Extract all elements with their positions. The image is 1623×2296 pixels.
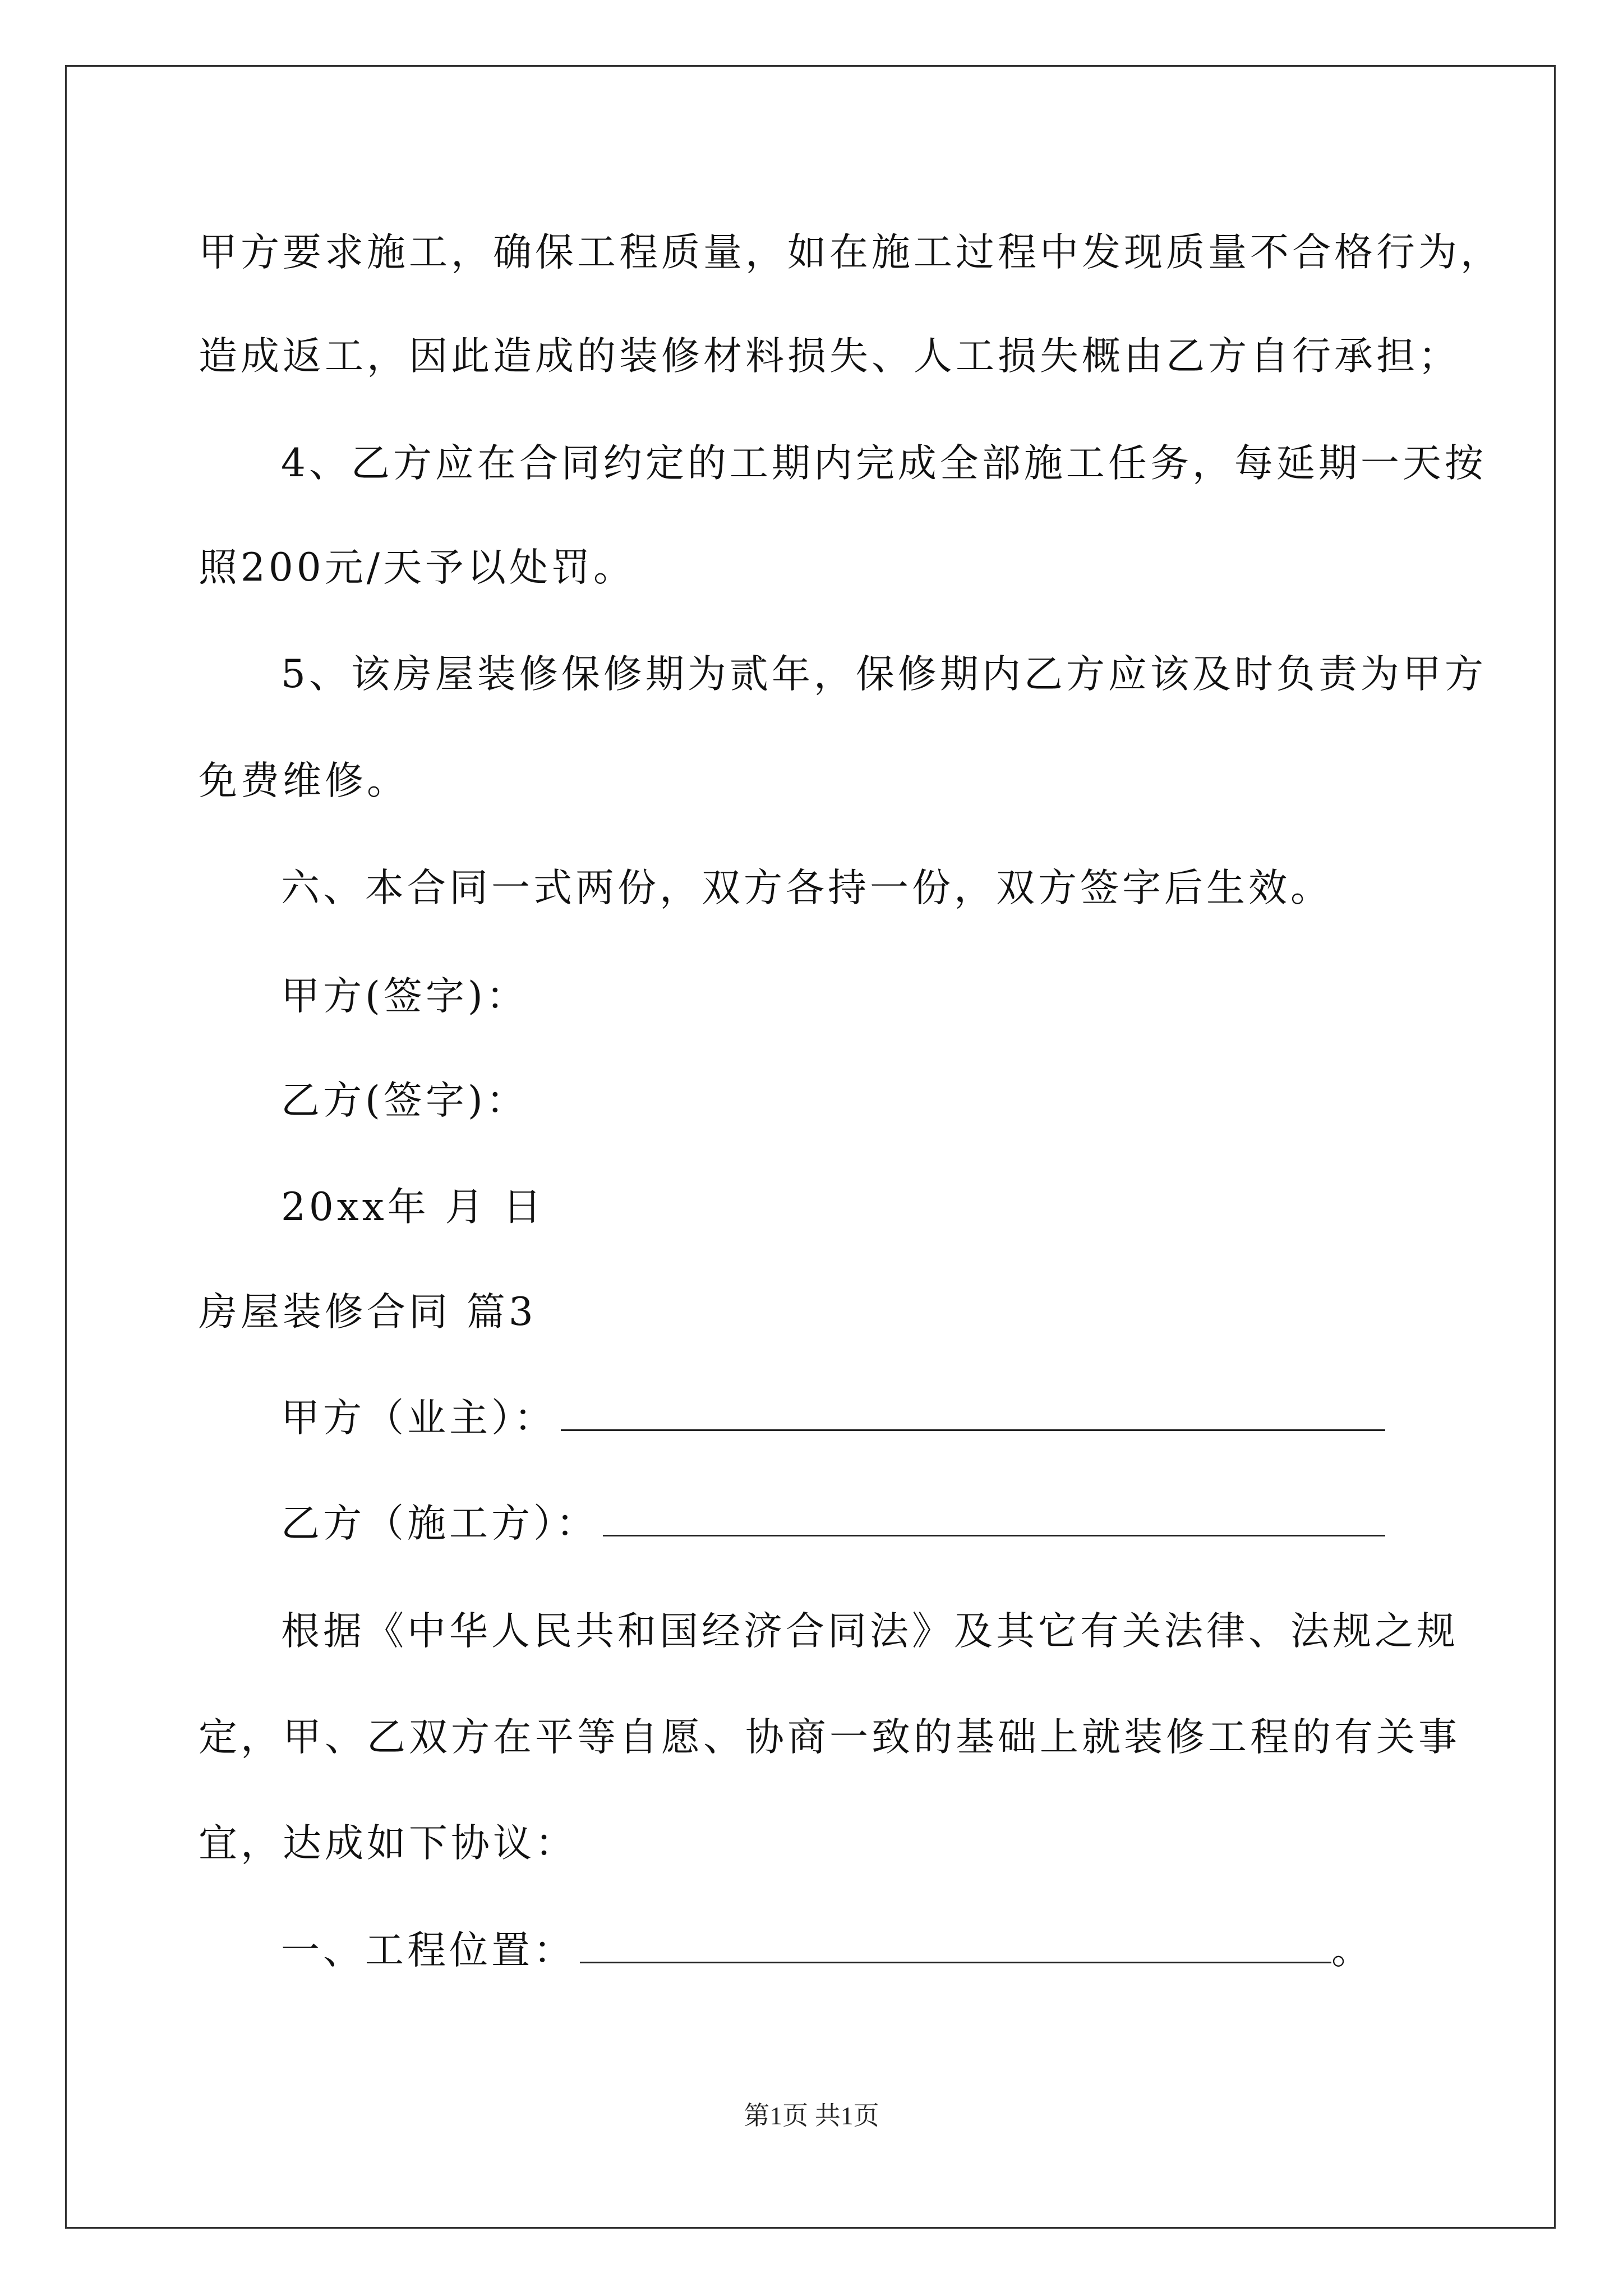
clause-5-line: 5、该房屋装修保修期为贰年，保修期内乙方应该及时负责为甲方 bbox=[281, 652, 1487, 697]
party-a-signature-label: 甲方(签字)： bbox=[281, 974, 528, 1019]
party-a-line bbox=[281, 1392, 1385, 1444]
project-location-blank-field bbox=[580, 1928, 1331, 1963]
party-b-signature-label: 乙方(签字)： bbox=[281, 1078, 528, 1123]
paragraph-line: 照200元/天予以处罚。 bbox=[199, 545, 635, 590]
page-footer: 第1页 共1页 bbox=[744, 2101, 879, 2130]
paragraph-line: 根据《中华人民共和国经济合同法》及其它有关法律、法规之规 bbox=[281, 1609, 1459, 1654]
party-a-blank-field bbox=[561, 1396, 1385, 1431]
page-border bbox=[65, 65, 1556, 2229]
paragraph-line: 宜，达成如下协议： bbox=[199, 1821, 577, 1866]
date-line: 20xx年 月 日 bbox=[281, 1185, 545, 1230]
clause-4-line: 4、乙方应在合同约定的工期内完成全部施工任务，每延期一天按 bbox=[281, 441, 1487, 486]
party-b-label: 乙方（施工方）： bbox=[281, 1501, 598, 1546]
clause-6-line: 六、本合同一式两份，双方各持一份，双方签字后生效。 bbox=[281, 866, 1332, 910]
project-location-label: 一、工程位置： bbox=[281, 1928, 575, 1973]
project-location-end-mark: 。 bbox=[1331, 1928, 1373, 1973]
party-b-blank-field bbox=[603, 1501, 1385, 1536]
project-location-line bbox=[281, 1925, 1373, 1976]
section-title: 房屋装修合同 篇3 bbox=[199, 1290, 537, 1335]
paragraph-line: 造成返工，因此造成的装修材料损失、人工损失概由乙方自行承担； bbox=[199, 334, 1460, 379]
paragraph-line: 定，甲、乙双方在平等自愿、协商一致的基础上就装修工程的有关事 bbox=[199, 1715, 1460, 1760]
party-a-label: 甲方（业主）： bbox=[281, 1396, 556, 1441]
paragraph-line: 免费维修。 bbox=[199, 758, 409, 803]
paragraph-line: 甲方要求施工，确保工程质量，如在施工过程中发现质量不合格行为， bbox=[199, 230, 1502, 275]
party-b-line bbox=[281, 1498, 1385, 1549]
